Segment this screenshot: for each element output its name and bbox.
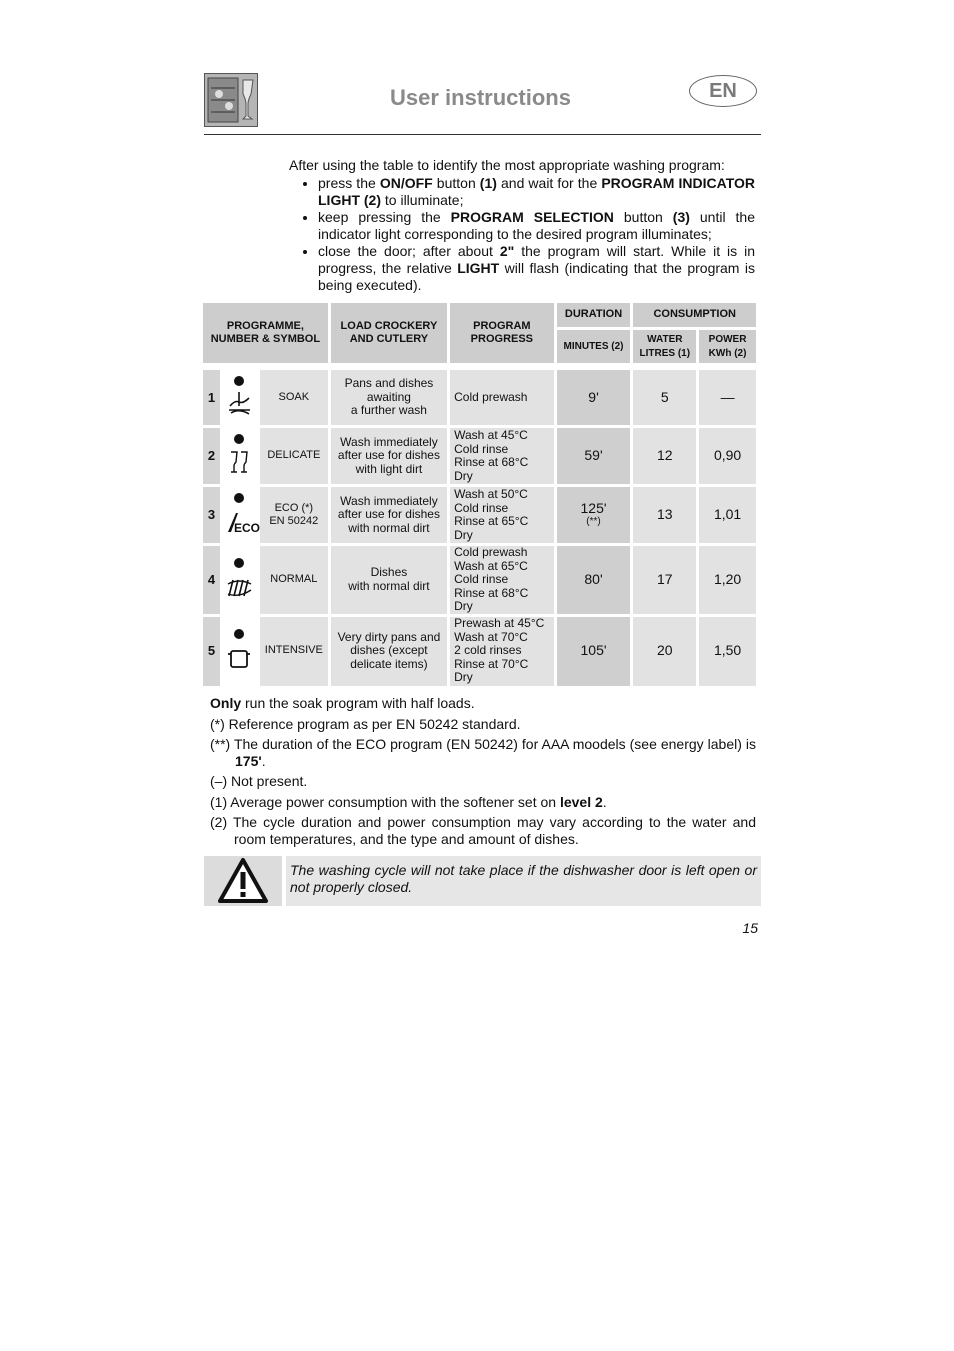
header-programme: PROGRAMME, NUMBER & SYMBOL <box>203 303 328 363</box>
soak-icon <box>223 370 257 425</box>
eco-icon <box>223 487 260 543</box>
note-soak: Only run the soak program with half loads. <box>210 695 475 711</box>
water-litres: 12 <box>633 428 696 484</box>
program-name: DELICATE <box>260 428 328 484</box>
instruction-list <box>289 175 755 294</box>
note-not-present: (–) Not present. <box>210 773 308 789</box>
svg-text:ECO: ECO <box>233 521 260 536</box>
power-kwh: 1,50 <box>699 617 756 686</box>
header-water: WATER LITRES (1) <box>633 330 696 363</box>
intro-lead: After using the table to identify the most appropriate washing program: <box>289 157 725 173</box>
program-number: 4 <box>203 546 220 614</box>
header-power: POWER KWh (2) <box>699 330 756 363</box>
water-litres: 20 <box>633 617 696 686</box>
program-progress: Wash at 50°C Cold rinse Rinse at 65°C Dry <box>450 487 554 543</box>
table-row <box>203 370 756 425</box>
header-consumption: CONSUMPTION <box>633 303 756 327</box>
duration-minutes: 105' <box>557 617 631 686</box>
duration-note: (**) <box>586 516 601 527</box>
program-number: 1 <box>203 370 220 425</box>
water-litres: 17 <box>633 546 696 614</box>
warning-message: The washing cycle will not take place if the dishwasher door is left open or not properly closed. <box>286 856 761 906</box>
power-kwh: — <box>699 370 756 425</box>
normal-dishes-icon <box>223 546 257 614</box>
footnotes <box>210 695 756 851</box>
program-number: 5 <box>203 617 220 686</box>
water-litres: 13 <box>633 487 696 543</box>
program-progress: Prewash at 45°C Wash at 70°C 2 cold rinses Rinse at 70°C Dry <box>450 617 554 686</box>
instruction-item: • keep pressing the PROGRAM SELECTION button (3) until the indicator light corresponding to the desired program illuminates; <box>318 209 755 243</box>
duration-minutes: 80' <box>557 546 631 614</box>
duration-minutes: 59' <box>557 428 631 484</box>
header-minutes: MINUTES (2) <box>557 330 631 363</box>
program-name: SOAK <box>260 370 328 425</box>
program-progress: Cold prewash Wash at 65°C Cold rinse Rinse at 68°C Dry <box>450 546 554 614</box>
table-row <box>203 617 756 686</box>
power-kwh: 0,90 <box>699 428 756 484</box>
page-header <box>204 73 761 135</box>
duration-minutes: 9' <box>557 370 631 425</box>
program-name: NORMAL <box>260 546 328 614</box>
note-power: (1) Average power consumption with the softener set on level 2. <box>210 793 607 810</box>
instruction-item: • close the door; after about 2" the program will start. While it is in progress, the relative LIGHT will flash (indicating that the program is being executed). <box>318 243 755 294</box>
instruction-item: • press the ON/OFF button (1) and wait for the PROGRAM INDICATOR LIGHT (2) to illuminate; <box>318 175 755 209</box>
table-row <box>203 428 756 484</box>
note-eco-duration: (**) The duration of the ECO program (EN 50242) for AAA moodels (see energy label) is 175'. <box>210 736 756 769</box>
power-kwh: 1,20 <box>699 546 756 614</box>
water-litres: 5 <box>633 370 696 425</box>
warning-triangle-icon <box>204 856 282 906</box>
table-row <box>203 487 756 543</box>
delicate-glasses-icon <box>223 428 257 484</box>
warning-icon-box <box>204 856 282 906</box>
intensive-pot-icon <box>223 617 257 686</box>
program-name: INTENSIVE <box>260 617 328 686</box>
program-table <box>200 300 759 689</box>
load-description: Wash immediately after use for dishes with normal dirt <box>331 487 447 543</box>
load-description: Dishes with normal dirt <box>331 546 447 614</box>
program-name: ECO (*) EN 50242 <box>260 487 328 543</box>
header-load: LOAD CROCKERY AND CUTLERY <box>331 303 447 363</box>
load-description: Wash immediately after use for dishes with light dirt <box>331 428 447 484</box>
note-variation: (2) The cycle duration and power consumption may vary according to the water and room temperatures, and the type and amount of dishes. <box>210 814 756 847</box>
table-row <box>203 546 756 614</box>
program-number: 3 <box>203 487 220 543</box>
header-duration: DURATION <box>557 303 631 327</box>
program-number: 2 <box>203 428 220 484</box>
page-title: User instructions <box>390 85 571 110</box>
program-progress: Cold prewash <box>450 370 554 425</box>
header-progress: PROGRAM PROGRESS <box>450 303 554 363</box>
language-badge: EN <box>689 75 757 107</box>
program-progress: Wash at 45°C Cold rinse Rinse at 68°C Dry <box>450 428 554 484</box>
dishwasher-logo-icon <box>204 73 258 127</box>
page-number: 15 <box>742 920 758 936</box>
note-reference: (*) Reference program as per EN 50242 standard. <box>210 715 521 732</box>
load-description: Pans and dishes awaiting a further wash <box>331 370 447 425</box>
duration-minutes: 125' (**) <box>557 487 631 543</box>
power-kwh: 1,01 <box>699 487 756 543</box>
load-description: Very dirty pans and dishes (except delicate items) <box>331 617 447 686</box>
intro-text <box>289 157 755 294</box>
